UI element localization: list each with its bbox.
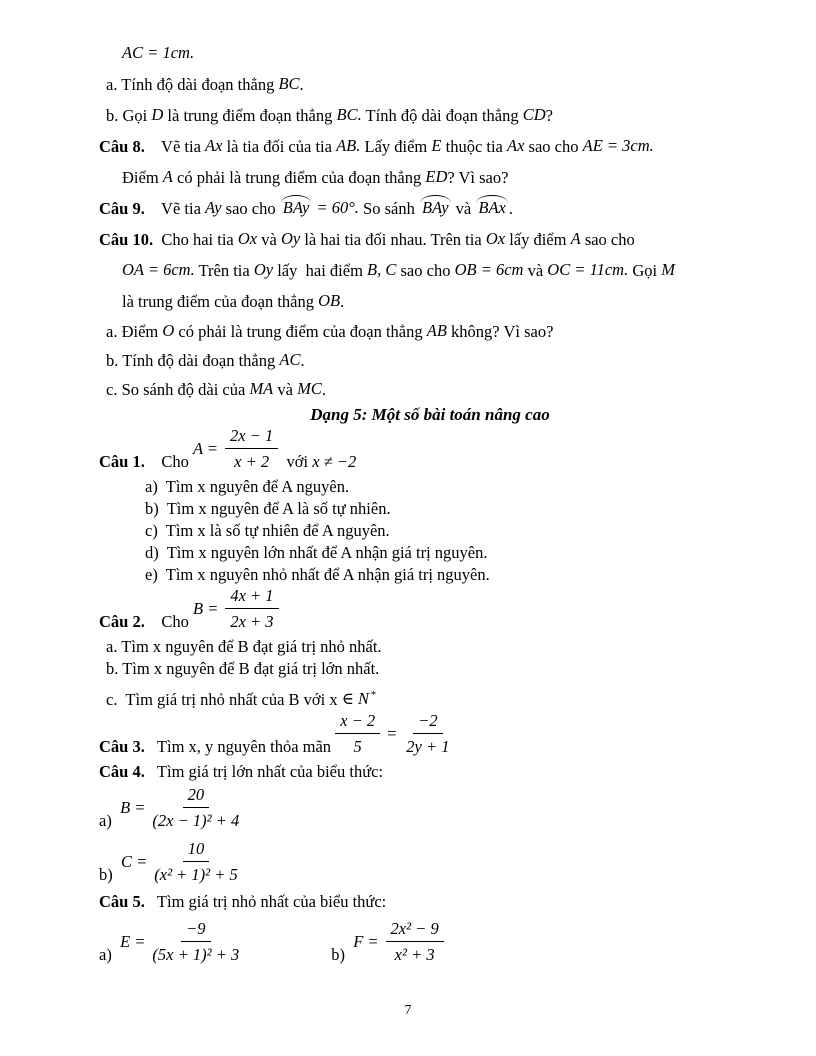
text-run: b. Tính độ dài đoạn thẳng bbox=[106, 351, 280, 370]
numerator: −2 bbox=[413, 711, 442, 734]
text-run: b) Tìm x nguyên để A là số tự nhiên. bbox=[145, 499, 391, 518]
fraction bbox=[120, 919, 239, 965]
item-b bbox=[106, 100, 761, 131]
text-run: Vẽ tia bbox=[144, 199, 206, 218]
math-run: ∈ N bbox=[337, 688, 370, 708]
question-9 bbox=[99, 193, 761, 224]
text-run: và bbox=[273, 380, 298, 399]
math-run: AB bbox=[426, 320, 447, 340]
math-run: Ax bbox=[507, 135, 525, 155]
text-run: b. Tìm x nguyên để B đạt giá trị lớn nhất. bbox=[106, 659, 380, 678]
text-run: Tìm x, y nguyên thỏa mãn bbox=[144, 737, 336, 756]
text-run: là trung điểm của đoạn thẳng bbox=[122, 292, 319, 311]
math-run: Oy bbox=[280, 228, 301, 248]
text-run: không? Vì sao? bbox=[446, 322, 554, 341]
math-run: AC = 1cm. bbox=[122, 42, 195, 62]
text-run: Tìm giá trị nhỏ nhất của biểu thức: bbox=[144, 892, 387, 911]
text-run: và bbox=[523, 261, 548, 280]
math-run: B, C bbox=[367, 259, 397, 279]
math-run: OB = 6cm bbox=[454, 259, 524, 279]
fraction bbox=[406, 711, 449, 757]
fraction bbox=[335, 711, 380, 757]
question-5 bbox=[99, 891, 761, 913]
math-run: CD bbox=[522, 104, 546, 124]
math-run: AE = 3cm. bbox=[582, 135, 654, 155]
text-run: ? bbox=[545, 106, 553, 125]
text-run: Cho bbox=[144, 452, 193, 471]
denominator: x + 2 bbox=[234, 452, 270, 471]
text-run: Cho hai tia bbox=[153, 230, 238, 249]
math-run: A bbox=[570, 228, 581, 248]
text-run: là trung điểm đoạn thẳng bbox=[163, 106, 337, 125]
text-run: Tính độ dài đoạn thẳng bbox=[361, 106, 523, 125]
math-run: OC = 11cm. bbox=[547, 259, 629, 279]
text-run: . bbox=[299, 75, 304, 94]
text-run: Vẽ tia bbox=[144, 137, 206, 156]
equals-sign: = bbox=[386, 724, 398, 743]
item-c bbox=[106, 375, 761, 404]
fraction-lead: E = bbox=[120, 932, 146, 951]
question-8 bbox=[99, 131, 761, 162]
text-run: e) Tìm x nguyên nhỏ nhất để A nhận giá trị nguyên. bbox=[145, 565, 490, 584]
text-run: a. Tìm x nguyên để B đạt giá trị nhỏ nhất. bbox=[106, 637, 382, 656]
fraction bbox=[193, 586, 279, 632]
text-run: c. Tìm giá trị nhỏ nhất của B với x bbox=[106, 690, 338, 709]
heading-text: Dạng 5: Một số bài toán nâng cao bbox=[310, 405, 550, 424]
math-run: x ≠ −2 bbox=[312, 452, 357, 471]
text-run: . bbox=[300, 351, 305, 370]
question-label: Câu 10. bbox=[99, 230, 154, 249]
text-run: Gọi bbox=[628, 261, 662, 280]
question-label: Câu 4. bbox=[99, 762, 145, 781]
text-run: thuộc tia bbox=[441, 137, 508, 156]
question-label: Câu 8. bbox=[99, 137, 145, 156]
fraction-stack bbox=[225, 586, 278, 632]
math-run: AB. bbox=[336, 135, 361, 155]
fraction bbox=[353, 919, 444, 965]
numerator: x − 2 bbox=[335, 711, 380, 734]
text-run: lấy điểm bbox=[505, 230, 571, 249]
formula-4a bbox=[99, 785, 761, 831]
text-run: So sánh bbox=[358, 199, 419, 218]
widehat-math: BAy bbox=[419, 196, 452, 217]
text-run: . bbox=[340, 292, 345, 311]
text-run: a. Điểm bbox=[106, 322, 163, 341]
formula-5ab bbox=[99, 919, 761, 965]
page-number: 7 bbox=[404, 1003, 412, 1018]
numerator: 4x + 1 bbox=[225, 586, 278, 609]
question-2 bbox=[99, 586, 761, 632]
item-e bbox=[145, 564, 761, 586]
fraction-stack bbox=[152, 919, 239, 965]
math-run: MC bbox=[297, 378, 322, 398]
text-run: và bbox=[451, 199, 476, 218]
question-10-cont bbox=[122, 255, 761, 286]
fraction-stack bbox=[225, 426, 278, 472]
section-heading bbox=[99, 404, 761, 426]
math-run: Ox bbox=[485, 228, 506, 248]
math-run: A bbox=[162, 166, 173, 186]
fraction-lead: A = bbox=[192, 439, 219, 458]
text-run: Tìm giá trị lớn nhất của biểu thức: bbox=[144, 762, 384, 781]
item-b bbox=[106, 658, 761, 680]
item-a bbox=[106, 69, 761, 100]
math-run: BC bbox=[278, 73, 300, 93]
item-a bbox=[145, 476, 761, 498]
text-run: a) Tìm x nguyên để A nguyên. bbox=[145, 477, 350, 496]
math-run: ED bbox=[425, 166, 448, 186]
text-run: sao cho bbox=[396, 261, 455, 280]
fraction-lead: B = bbox=[120, 798, 146, 817]
text-run: b) bbox=[99, 865, 121, 884]
text-run: . bbox=[508, 199, 513, 218]
denominator: 2x + 3 bbox=[230, 612, 274, 631]
question-3 bbox=[99, 711, 761, 757]
math-run: E bbox=[431, 135, 442, 155]
superscript: * bbox=[370, 689, 376, 701]
formula-4b bbox=[99, 839, 761, 885]
math-run: MA bbox=[249, 378, 274, 398]
numerator: −9 bbox=[181, 919, 210, 942]
denominator: (5x + 1)² + 3 bbox=[152, 945, 240, 964]
question-label: Câu 2. bbox=[99, 612, 145, 631]
math-run: D bbox=[151, 104, 164, 124]
text-run: . bbox=[321, 380, 326, 399]
fraction bbox=[121, 839, 238, 885]
question-label: Câu 9. bbox=[99, 199, 145, 218]
question-label: Câu 5. bbox=[99, 892, 145, 911]
item-a bbox=[106, 317, 761, 346]
numerator: 2x² − 9 bbox=[386, 919, 444, 942]
text-run: a) bbox=[99, 945, 121, 964]
text-run: với bbox=[278, 452, 313, 471]
text-run: d) Tìm x nguyên lớn nhất để A nhận giá trị nguyên. bbox=[145, 543, 488, 562]
denominator: (x² + 1)² + 5 bbox=[154, 865, 238, 884]
item-d bbox=[145, 542, 761, 564]
document-body bbox=[99, 38, 761, 969]
question-label: Câu 3. bbox=[99, 737, 145, 756]
fraction-lead: F = bbox=[353, 932, 379, 951]
question-8-cont bbox=[122, 162, 761, 193]
item-c bbox=[145, 520, 761, 542]
text-run: b. Gọi bbox=[106, 106, 152, 125]
math-run: Ax bbox=[205, 135, 223, 155]
math-run: Ay bbox=[205, 197, 222, 217]
text-run: ? Vì sao? bbox=[447, 168, 509, 187]
item-b bbox=[106, 346, 761, 375]
question-1 bbox=[99, 426, 761, 472]
text-run: c) Tìm x là số tự nhiên để A nguyên. bbox=[145, 521, 390, 540]
math-run: Ox bbox=[237, 228, 258, 248]
question-4 bbox=[99, 761, 761, 783]
fraction-stack bbox=[154, 839, 237, 885]
text-run: a) bbox=[99, 811, 121, 830]
widehat-math: BAx bbox=[475, 196, 508, 217]
text-run: Trên tia bbox=[194, 261, 254, 280]
text-run: là tia đối của tia bbox=[222, 137, 337, 156]
fraction-lead: C = bbox=[121, 852, 148, 871]
text-run: lấy hai điểm bbox=[273, 261, 368, 280]
math-run: M bbox=[661, 259, 675, 279]
text-run: sao cho bbox=[524, 137, 583, 156]
widehat-math: BAy bbox=[280, 196, 313, 217]
text-run: Cho bbox=[144, 612, 193, 631]
fraction-lead: B = bbox=[192, 599, 219, 618]
math-run: AC bbox=[279, 349, 301, 369]
text-run: b) bbox=[331, 945, 354, 964]
math-run: = 60°. bbox=[312, 197, 359, 217]
question-label: Câu 1. bbox=[99, 452, 145, 471]
text-run: sao cho bbox=[580, 230, 635, 249]
text-run: có phải là trung điểm của đoạn thẳng bbox=[174, 322, 427, 341]
math-run: OB bbox=[318, 290, 341, 310]
text-run: c. So sánh độ dài của bbox=[106, 380, 250, 399]
question-10 bbox=[99, 224, 761, 255]
item-b bbox=[145, 498, 761, 520]
denominator: x² + 3 bbox=[394, 945, 435, 964]
text-run: Điểm bbox=[122, 168, 163, 187]
denominator: 2y + 1 bbox=[406, 737, 450, 756]
item-c bbox=[106, 684, 761, 711]
math-run: BC. bbox=[336, 104, 362, 124]
given-line bbox=[122, 38, 761, 69]
numerator: 10 bbox=[183, 839, 210, 862]
fraction-stack bbox=[335, 711, 380, 757]
fraction bbox=[193, 426, 278, 472]
denominator: 5 bbox=[353, 737, 362, 756]
question-10-cont2 bbox=[122, 286, 761, 317]
math-run: O bbox=[162, 320, 175, 340]
item-a bbox=[106, 636, 761, 658]
numerator: 2x − 1 bbox=[225, 426, 278, 449]
fraction-stack bbox=[386, 919, 444, 965]
math-run: Oy bbox=[253, 259, 274, 279]
numerator: 20 bbox=[183, 785, 210, 808]
math-run: OA = 6cm. bbox=[122, 259, 195, 279]
denominator: (2x − 1)² + 4 bbox=[152, 811, 240, 830]
fraction bbox=[120, 785, 239, 831]
text-run: và bbox=[257, 230, 281, 249]
text-run: có phải là trung điểm của đoạn thẳng bbox=[172, 168, 426, 187]
text-run: là hai tia đối nhau. Trên tia bbox=[300, 230, 486, 249]
fraction-stack bbox=[152, 785, 239, 831]
text-run: Lấy điểm bbox=[360, 137, 432, 156]
fraction-stack bbox=[406, 711, 449, 757]
text-run: a. Tính độ dài đoạn thẳng bbox=[106, 75, 279, 94]
text-run: sao cho bbox=[221, 199, 280, 218]
